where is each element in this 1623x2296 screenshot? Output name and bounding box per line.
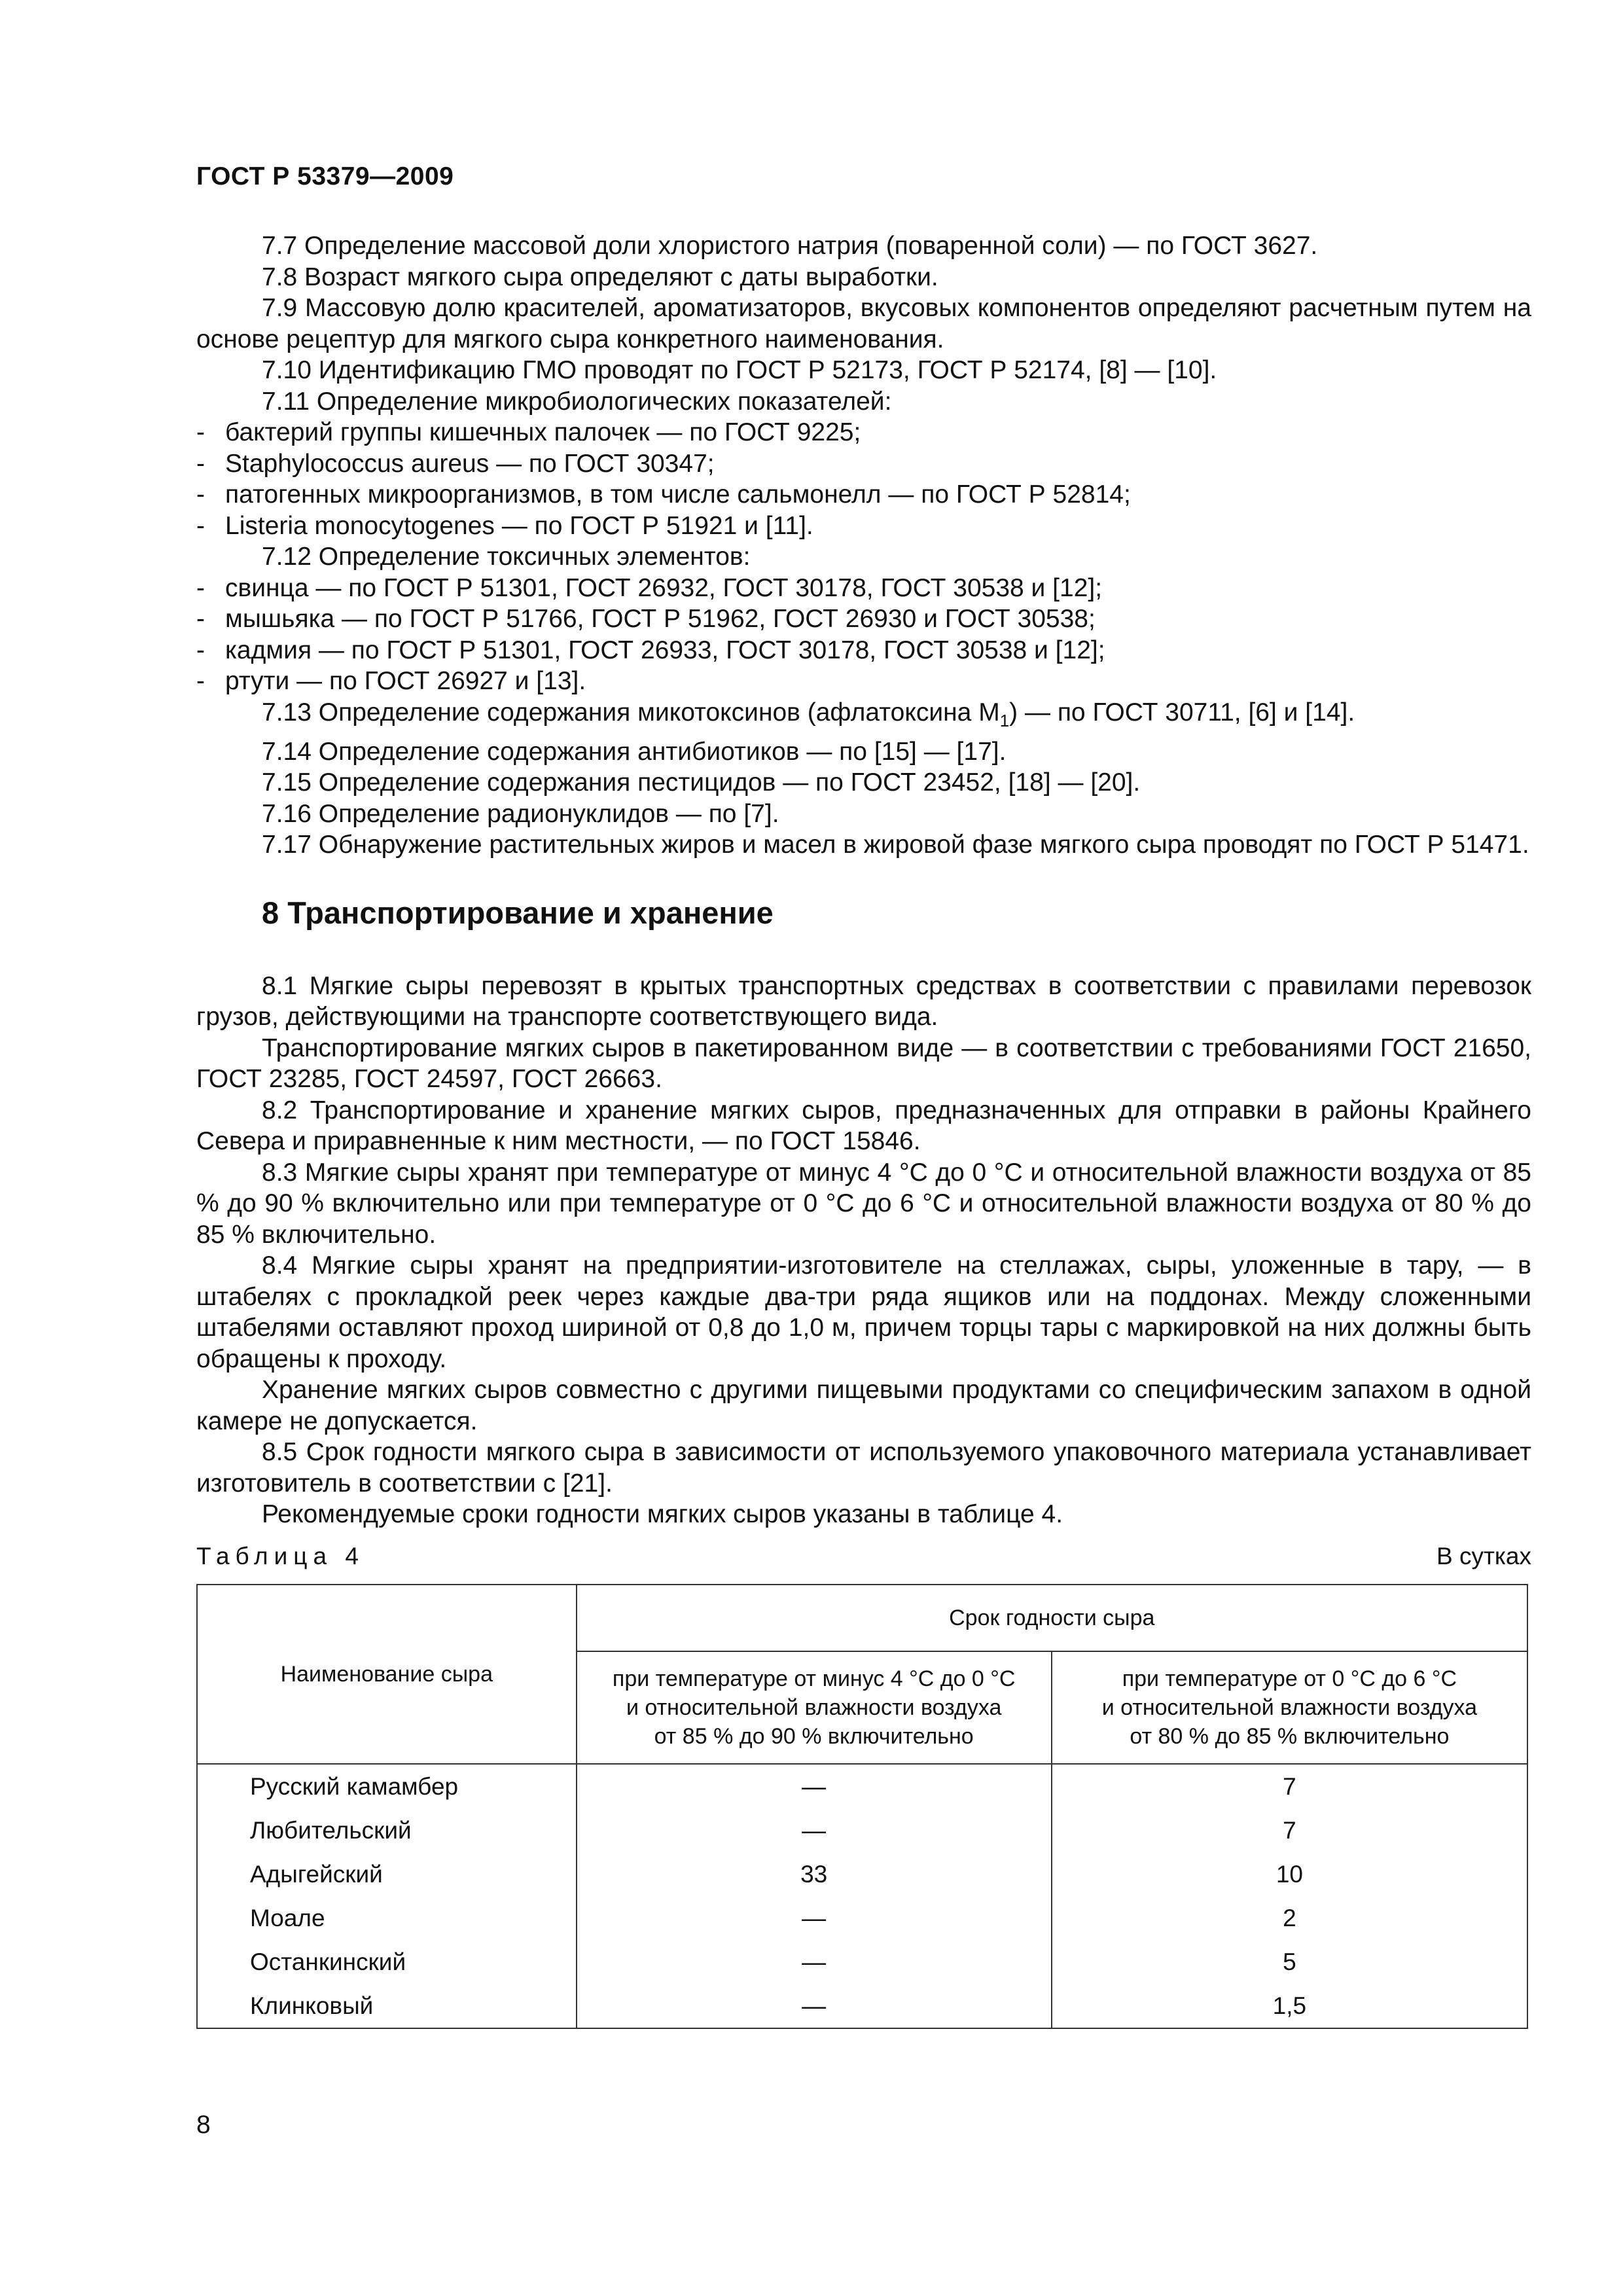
cell-warm: 2 [1052, 1896, 1527, 1940]
list-item: - свинца — по ГОСТ Р 51301, ГОСТ 26932, ГОСТ 30178, ГОСТ 30538 и [12]; [196, 573, 1531, 604]
table-row [197, 1984, 1527, 2028]
list-dash: - [196, 667, 205, 695]
list-dash: - [196, 605, 205, 633]
shelf-life-table [196, 1584, 1528, 2029]
paragraph-8-5-continued: Рекомендуемые сроки годности мягких сыров указаны в таблице 4. [262, 1500, 1063, 1529]
paragraph-8-4-continued: Хранение мягких сыров совместно с другими пищевыми продуктами со специфическим запахом в одной камере не допускается. [196, 1376, 1531, 1435]
paragraph-7-7: 7.7 Определение массовой доли хлористого натрия (поваренной соли) — по ГОСТ 3627. [262, 232, 1318, 260]
list-dash: - [196, 573, 205, 602]
paragraph-7-11: 7.11 Определение микробиологических показателей: [262, 387, 892, 416]
cell-cold: 33 [577, 1852, 1052, 1896]
cell-name: Клинковый [197, 1984, 577, 2028]
table-row [197, 1852, 1527, 1896]
cell-warm: 7 [1052, 1764, 1527, 1808]
body-text [196, 230, 1531, 2029]
paragraph-7-10: 7.10 Идентификацию ГМО проводят по ГОСТ Р 52173, ГОСТ Р 52174, [8] — [10]. [262, 356, 1217, 384]
table-row [197, 1896, 1527, 1940]
table-caption-row [196, 1538, 1531, 1572]
paragraph-7-17: 7.17 Обнаружение растительных жиров и масел в жировой фазе мягкого сыра проводят по ГОСТ Р 51471. [262, 831, 1529, 859]
cell-cold: — [577, 1896, 1052, 1940]
table-row [197, 1940, 1527, 1984]
column-header-name: Наименование сыра [197, 1585, 577, 1764]
list-item: - ртути — по ГОСТ 26927 и [13]. [196, 666, 1531, 697]
list-dash: - [196, 511, 205, 540]
paragraph-7-16: 7.16 Определение радионуклидов — по [7]. [262, 799, 779, 828]
cell-cold: — [577, 1984, 1052, 2028]
column-header-warm: при температуре от 0 °С до 6 °С и относительной влажности воздуха от 80 % до 85 % включительно [1052, 1651, 1527, 1764]
cell-warm: 10 [1052, 1852, 1527, 1896]
paragraph-7-15: 7.15 Определение содержания пестицидов — по ГОСТ 23452, [18] — [20]. [262, 768, 1141, 797]
cell-name: Моале [197, 1896, 577, 1940]
column-header-group: Срок годности сыра [577, 1585, 1527, 1651]
cell-name: Любительский [197, 1808, 577, 1852]
cell-cold: — [577, 1764, 1052, 1808]
cell-warm: 5 [1052, 1940, 1527, 1984]
column-header-cold: при температуре от минус 4 °С до 0 °С и относительной влажности воздуха от 85 % до 90 % включительно [577, 1651, 1052, 1764]
paragraph-8-1: 8.1 Мягкие сыры перевозят в крытых транспортных средствах в соответствии с правилами перевозок грузов, действующими на транспорте соответствующего вида. [196, 971, 1531, 1031]
list-item: - кадмия — по ГОСТ Р 51301, ГОСТ 26933, ГОСТ 30178, ГОСТ 30538 и [12]; [196, 635, 1531, 666]
list-dash: - [196, 636, 205, 664]
cell-name: Останкинский [197, 1940, 577, 1984]
list-dash: - [196, 480, 205, 509]
list-item: - Staphylococcus aureus — по ГОСТ 30347; [196, 448, 1531, 480]
cell-cold: — [577, 1940, 1052, 1984]
paragraph-8-4: 8.4 Мягкие сыры хранят на предприятии-изготовителе на стеллажах, сыры, уложенные в тару, — в штабелях с прокладкой реек через каждые два-три ряда ящиков или на поддонах. Между сложенными штабелями оставляют проход шириной от 0,8 до 1,0 м, причем торцы тары с маркировкой на них должны быть обращены к проходу. [196, 1251, 1531, 1373]
standard-header: ГОСТ Р 53379—2009 [196, 162, 454, 190]
paragraph-8-1-continued: Транспортирование мягких сыров в пакетированном виде — в соответствии с требованиями ГОСТ 21650, ГОСТ 23285, ГОСТ 24597, ГОСТ 26663. [196, 1033, 1531, 1094]
paragraph-7-13: 7.13 Определение содержания микотоксинов (афлатоксина $М_1$) — по ГОСТ 30711, [6] и [14]. [262, 698, 1355, 730]
list-dash: - [196, 418, 205, 446]
table-units: В сутках [1436, 1543, 1531, 1570]
cell-warm: 1,5 [1052, 1984, 1527, 2028]
cell-warm: 7 [1052, 1808, 1527, 1852]
page-number: 8 [196, 2111, 211, 2139]
paragraph-7-14: 7.14 Определение содержания антибиотиков — по [15] — [17]. [262, 737, 1007, 766]
paragraph-7-9: 7.9 Массовую долю красителей, ароматизаторов, вкусовых компонентов определяют расчетным путем на основе рецептур для мягкого сыра конкретного наименования. [196, 294, 1531, 353]
table-caption: Таблица 4 [196, 1543, 365, 1570]
list-item: - патогенных микроорганизмов, в том числе сальмонелл — по ГОСТ Р 52814; [196, 479, 1531, 511]
cell-cold: — [577, 1808, 1052, 1852]
paragraph-7-12: 7.12 Определение токсичных элементов: [262, 543, 751, 571]
list-item: - Listeria monocytogenes — по ГОСТ Р 51921 и [11]. [196, 511, 1531, 542]
cell-name: Адыгейский [197, 1852, 577, 1896]
paragraph-8-3: 8.3 Мягкие сыры хранят при температуре от минус 4 °С до 0 °С и относительной влажности воздуха от 85 % до 90 % включительно или при температуре от 0 °С до 6 °С и относительной влажности воздуха от 80 % до 85 % включительно. [196, 1158, 1531, 1249]
list-item: - бактерий группы кишечных палочек — по ГОСТ 9225; [196, 417, 1531, 448]
paragraph-8-5: 8.5 Срок годности мягкого сыра в зависимости от используемого упаковочного материала устанавливает изготовитель в соответствии с [21]. [196, 1438, 1531, 1498]
table-row [197, 1808, 1527, 1852]
paragraph-7-8: 7.8 Возраст мягкого сыра определяют с даты выработки. [262, 262, 938, 291]
section-8-title: 8 Транспортирование и хранение [262, 895, 774, 930]
cell-name: Русский камамбер [197, 1764, 577, 1808]
list-dash: - [196, 449, 205, 478]
table-row [197, 1764, 1527, 1808]
paragraph-8-2: 8.2 Транспортирование и хранение мягких сыров, предназначенных для отправки в районы Крайнего Севера и приравненные к ним местности, — по ГОСТ 15846. [196, 1096, 1531, 1156]
list-item: - мышьяка — по ГОСТ Р 51766, ГОСТ Р 51962, ГОСТ 26930 и ГОСТ 30538; [196, 603, 1531, 635]
